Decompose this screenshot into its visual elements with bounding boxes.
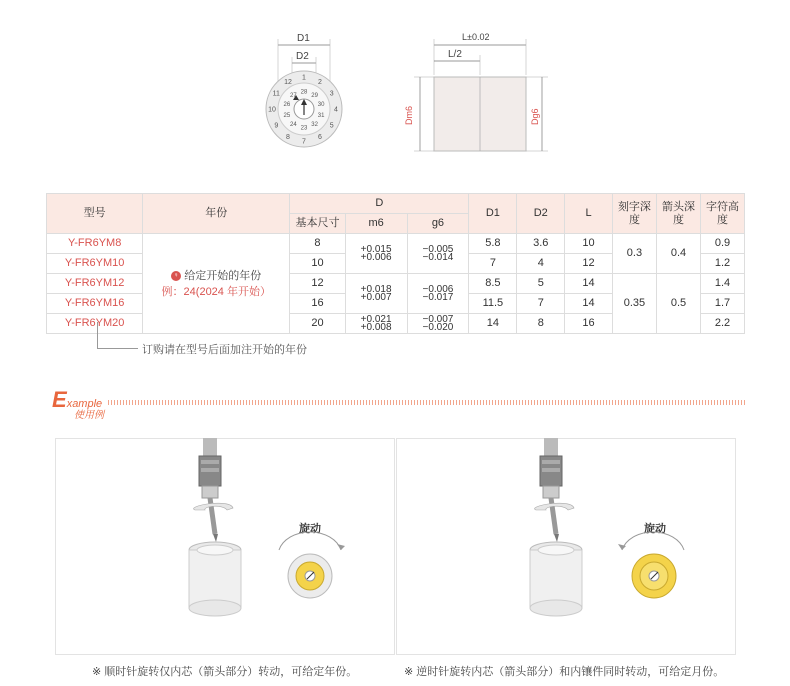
header-d1: D1 xyxy=(469,194,517,234)
m6-tolerance: +0.018 +0.007 xyxy=(345,274,407,314)
dial-number: 9 xyxy=(274,122,279,130)
header-arrow-depth: 箭头深度 xyxy=(657,194,701,234)
table-row: Y-FR6YM20 20 +0.021 +0.008 −0.007 −0.020 14 8 16 2.2 xyxy=(47,314,745,334)
product-diagram xyxy=(250,25,570,165)
table-row: Y-FR6YM12 12 +0.018 +0.007 −0.006 −0.017 8.5 5 14 0.35 0.5 1.4 xyxy=(47,274,745,294)
caption-right: ※ 逆时针旋转内芯（箭头部分）和内镶件同时转动，可给定月份。 xyxy=(404,666,725,678)
example-title: Example xyxy=(52,387,103,412)
dial-number: 31 xyxy=(317,113,325,120)
dial-number: 3 xyxy=(329,90,334,98)
model-cell: Y-FR6YM10 xyxy=(47,254,143,274)
header-d: D xyxy=(290,194,469,214)
example-divider xyxy=(108,400,746,405)
dial-number: 12 xyxy=(284,78,292,86)
dial-number: 26 xyxy=(283,101,291,108)
header-char-height: 字符高度 xyxy=(700,194,744,234)
g6-tolerance: −0.006 −0.017 xyxy=(407,274,469,314)
m6-tolerance: +0.021 +0.008 xyxy=(345,314,407,334)
spec-table xyxy=(46,193,745,334)
table-row: Y-FR6YM8 ♀ 给定开始的年份 例：24(2024 年开始） 8 +0.015 +0.006 −0.005 −0.014 5.8 3.6 10 0.3 0.4 0.9 xyxy=(47,234,745,254)
example-subtitle: 使用例 xyxy=(74,410,104,421)
dial-number: 1 xyxy=(302,74,306,82)
dial-number: 28 xyxy=(300,89,308,96)
header-l: L xyxy=(565,194,613,234)
year-stamp-icon: ♀ xyxy=(171,271,181,281)
rotate-label: 旋动 xyxy=(299,523,321,535)
caption-left: ※ 顺时针旋转仅内芯（箭头部分）转动，可给定年份。 xyxy=(92,666,358,678)
year-cell: ♀ 给定开始的年份 例：24(2024 年开始） xyxy=(143,234,290,334)
dial-number: 11 xyxy=(272,90,280,98)
table-row: Y-FR6YM10 10 7 4 12 1.2 xyxy=(47,254,745,274)
dial-number: 30 xyxy=(317,101,325,108)
dial-number: 32 xyxy=(311,122,318,129)
note-leader-line xyxy=(97,322,138,349)
l-tolerance-label: L±0.02 xyxy=(462,32,490,42)
d2-label: D2 xyxy=(296,51,309,62)
rotate-label: 旋动 xyxy=(644,523,666,535)
header-year: 年份 xyxy=(143,194,290,234)
table-row: Y-FR6YM16 16 11.5 7 14 1.7 xyxy=(47,294,745,314)
dial-number: 8 xyxy=(286,134,290,142)
order-note: 订购请在型号后面加注开始的年份 xyxy=(142,344,307,356)
model-cell: Y-FR6YM16 xyxy=(47,294,143,314)
dm6-label: Dm6 xyxy=(404,105,414,125)
header-g6: g6 xyxy=(407,214,469,234)
example-illustration-left xyxy=(55,438,393,653)
dial-number: 5 xyxy=(329,122,334,130)
dial-number: 6 xyxy=(318,134,322,142)
example-illustration-right xyxy=(396,438,734,653)
model-cell: Y-FR6YM12 xyxy=(47,274,143,294)
d1-label: D1 xyxy=(297,33,310,44)
dial-number: 23 xyxy=(300,125,308,132)
header-m6: m6 xyxy=(345,214,407,234)
header-d2: D2 xyxy=(517,194,565,234)
dial-number: 25 xyxy=(283,113,291,120)
dial-front-view xyxy=(266,71,342,147)
g6-tolerance: −0.007 −0.020 xyxy=(407,314,469,334)
header-engrave-depth: 刻字深度 xyxy=(612,194,656,234)
m6-tolerance: +0.015 +0.006 xyxy=(345,234,407,274)
g6-tolerance: −0.005 −0.014 xyxy=(407,234,469,274)
model-cell: Y-FR6YM20 xyxy=(47,314,143,334)
dial-number: 2 xyxy=(318,78,322,86)
model-cell: Y-FR6YM8 xyxy=(47,234,143,254)
dial-number: 7 xyxy=(302,138,306,146)
dial-number: 24 xyxy=(290,122,297,129)
l-half-label: L/2 xyxy=(448,49,462,60)
dial-number: 27 xyxy=(290,92,297,99)
dial-number: 10 xyxy=(268,106,276,114)
dg6-label: Dg6 xyxy=(530,108,540,125)
header-model: 型号 xyxy=(47,194,143,234)
header-d-base: 基本尺寸 xyxy=(290,214,345,234)
dial-number: 4 xyxy=(334,106,338,114)
dial-number: 29 xyxy=(311,92,318,99)
